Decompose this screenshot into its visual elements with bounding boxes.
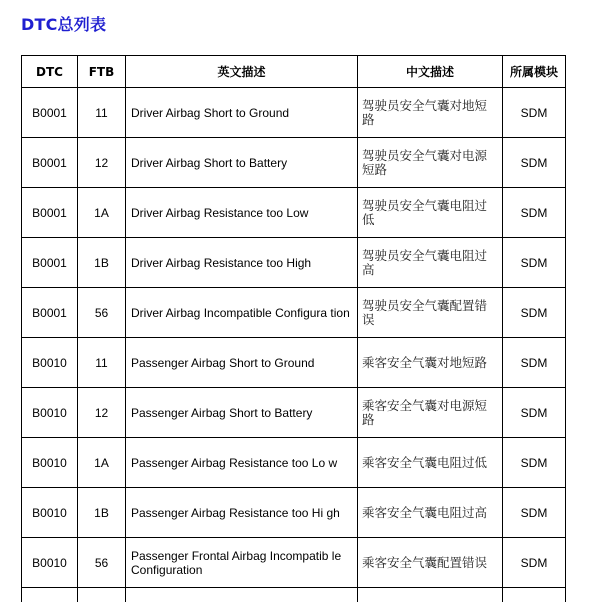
table-row xyxy=(22,288,566,338)
cell-dtc: B0001 xyxy=(22,188,78,238)
cell-ftb: 11 xyxy=(78,88,126,138)
cell-module xyxy=(503,588,566,603)
cell-chinese-description xyxy=(358,438,503,488)
cell-ftb: 1B xyxy=(78,238,126,288)
chinese-description-text: 乘客安全气囊配置错误 xyxy=(362,554,488,570)
english-description-text: Passenger Airbag Short to Battery xyxy=(131,405,313,420)
cell-chinese-description xyxy=(358,188,503,238)
cell-module: SDM xyxy=(503,538,566,588)
english-description-text: Passenger Airbag Resistance too Lo w xyxy=(131,455,338,470)
cell-ftb: 11 xyxy=(78,338,126,388)
chinese-description-text: 乘客安全气囊对电源短路 xyxy=(362,397,488,427)
cell-dtc: B0010 xyxy=(22,388,78,438)
english-description-text: Passenger Airbag Short to Ground xyxy=(131,355,315,370)
cell-ftb: 1A xyxy=(78,188,126,238)
table-row xyxy=(22,488,566,538)
cell-chinese-description xyxy=(358,138,503,188)
header-dtc: DTC xyxy=(22,56,78,88)
chinese-description-text: 乘客安全气囊对地短路 xyxy=(362,354,488,370)
cell-english-description xyxy=(126,88,358,138)
cell-english-description xyxy=(126,488,358,538)
cell-chinese-description xyxy=(358,288,503,338)
english-description-text: Passenger Airbag Resistance too Hi gh xyxy=(131,505,340,520)
table-row xyxy=(22,388,566,438)
table-row xyxy=(22,88,566,138)
header-module: 所属模块 xyxy=(503,56,566,88)
table-row xyxy=(22,138,566,188)
chinese-description-text: 驾驶员安全气囊电阻过低 xyxy=(362,197,488,227)
cell-chinese-description xyxy=(358,388,503,438)
cell-english-description xyxy=(126,138,358,188)
cell-ftb: 12 xyxy=(78,138,126,188)
cell-ftb: 1B xyxy=(78,488,126,538)
english-description-text: Driver Airbag Short to Battery xyxy=(131,155,288,170)
english-description-text: Driver Airbag Resistance too Low xyxy=(131,205,309,220)
cell-ftb: 56 xyxy=(78,538,126,588)
cell-module: SDM xyxy=(503,288,566,338)
english-description-text: Driver Airbag Short to Ground xyxy=(131,105,290,120)
chinese-description-text: 驾驶员安全气囊对电源短路 xyxy=(362,147,488,177)
chinese-description-text: 驾驶员安全气囊电阻过高 xyxy=(362,247,488,277)
cell-ftb xyxy=(78,588,126,603)
table-row-cut-off xyxy=(22,588,566,603)
cell-chinese-description xyxy=(358,88,503,138)
cell-english-description xyxy=(126,588,358,603)
cell-ftb: 1A xyxy=(78,438,126,488)
cell-dtc xyxy=(22,588,78,603)
cell-module: SDM xyxy=(503,238,566,288)
chinese-description-text: 驾驶员安全气囊配置错误 xyxy=(362,297,488,327)
english-description-text: Driver Airbag Incompatible Configura tion xyxy=(131,305,350,320)
cell-dtc: B0010 xyxy=(22,538,78,588)
table-row xyxy=(22,238,566,288)
english-description-text: Driver Airbag Resistance too High xyxy=(131,255,312,270)
cell-ftb: 12 xyxy=(78,388,126,438)
header-chinese-description: 中文描述 xyxy=(358,56,503,88)
cell-module: SDM xyxy=(503,338,566,388)
cell-module: SDM xyxy=(503,88,566,138)
cell-chinese-description xyxy=(358,588,503,603)
cell-dtc: B0001 xyxy=(22,288,78,338)
table-row xyxy=(22,338,566,388)
cell-english-description xyxy=(126,188,358,238)
cell-module: SDM xyxy=(503,488,566,538)
cell-english-description xyxy=(126,388,358,438)
cell-module: SDM xyxy=(503,138,566,188)
table-row xyxy=(22,538,566,588)
cell-chinese-description xyxy=(358,538,503,588)
table-row xyxy=(22,438,566,488)
cell-dtc: B0001 xyxy=(22,138,78,188)
cell-english-description xyxy=(126,238,358,288)
cell-english-description xyxy=(126,438,358,488)
cell-module: SDM xyxy=(503,388,566,438)
cell-chinese-description xyxy=(358,238,503,288)
header-ftb: FTB xyxy=(78,56,126,88)
header-english-description: 英文描述 xyxy=(126,56,358,88)
cell-dtc: B0010 xyxy=(22,438,78,488)
cell-chinese-description xyxy=(358,338,503,388)
english-description-text: Passenger Frontal Airbag Incompatib le Configuration xyxy=(131,548,342,577)
chinese-description-text: 驾驶员安全气囊对地短路 xyxy=(362,97,488,127)
cell-module: SDM xyxy=(503,438,566,488)
table-row xyxy=(22,188,566,238)
cell-english-description xyxy=(126,288,358,338)
cell-ftb: 56 xyxy=(78,288,126,338)
cell-dtc: B0010 xyxy=(22,488,78,538)
page-title: DTC总列表 xyxy=(21,15,107,34)
cell-dtc: B0010 xyxy=(22,338,78,388)
cell-english-description xyxy=(126,538,358,588)
chinese-description-text: 乘客安全气囊电阻过低 xyxy=(362,454,488,470)
dtc-table xyxy=(21,55,566,602)
cell-chinese-description xyxy=(358,488,503,538)
cell-dtc: B0001 xyxy=(22,238,78,288)
cell-dtc: B0001 xyxy=(22,88,78,138)
cell-english-description xyxy=(126,338,358,388)
chinese-description-text: 乘客安全气囊电阻过高 xyxy=(362,504,488,520)
cell-module: SDM xyxy=(503,188,566,238)
table-header-row xyxy=(22,56,566,88)
